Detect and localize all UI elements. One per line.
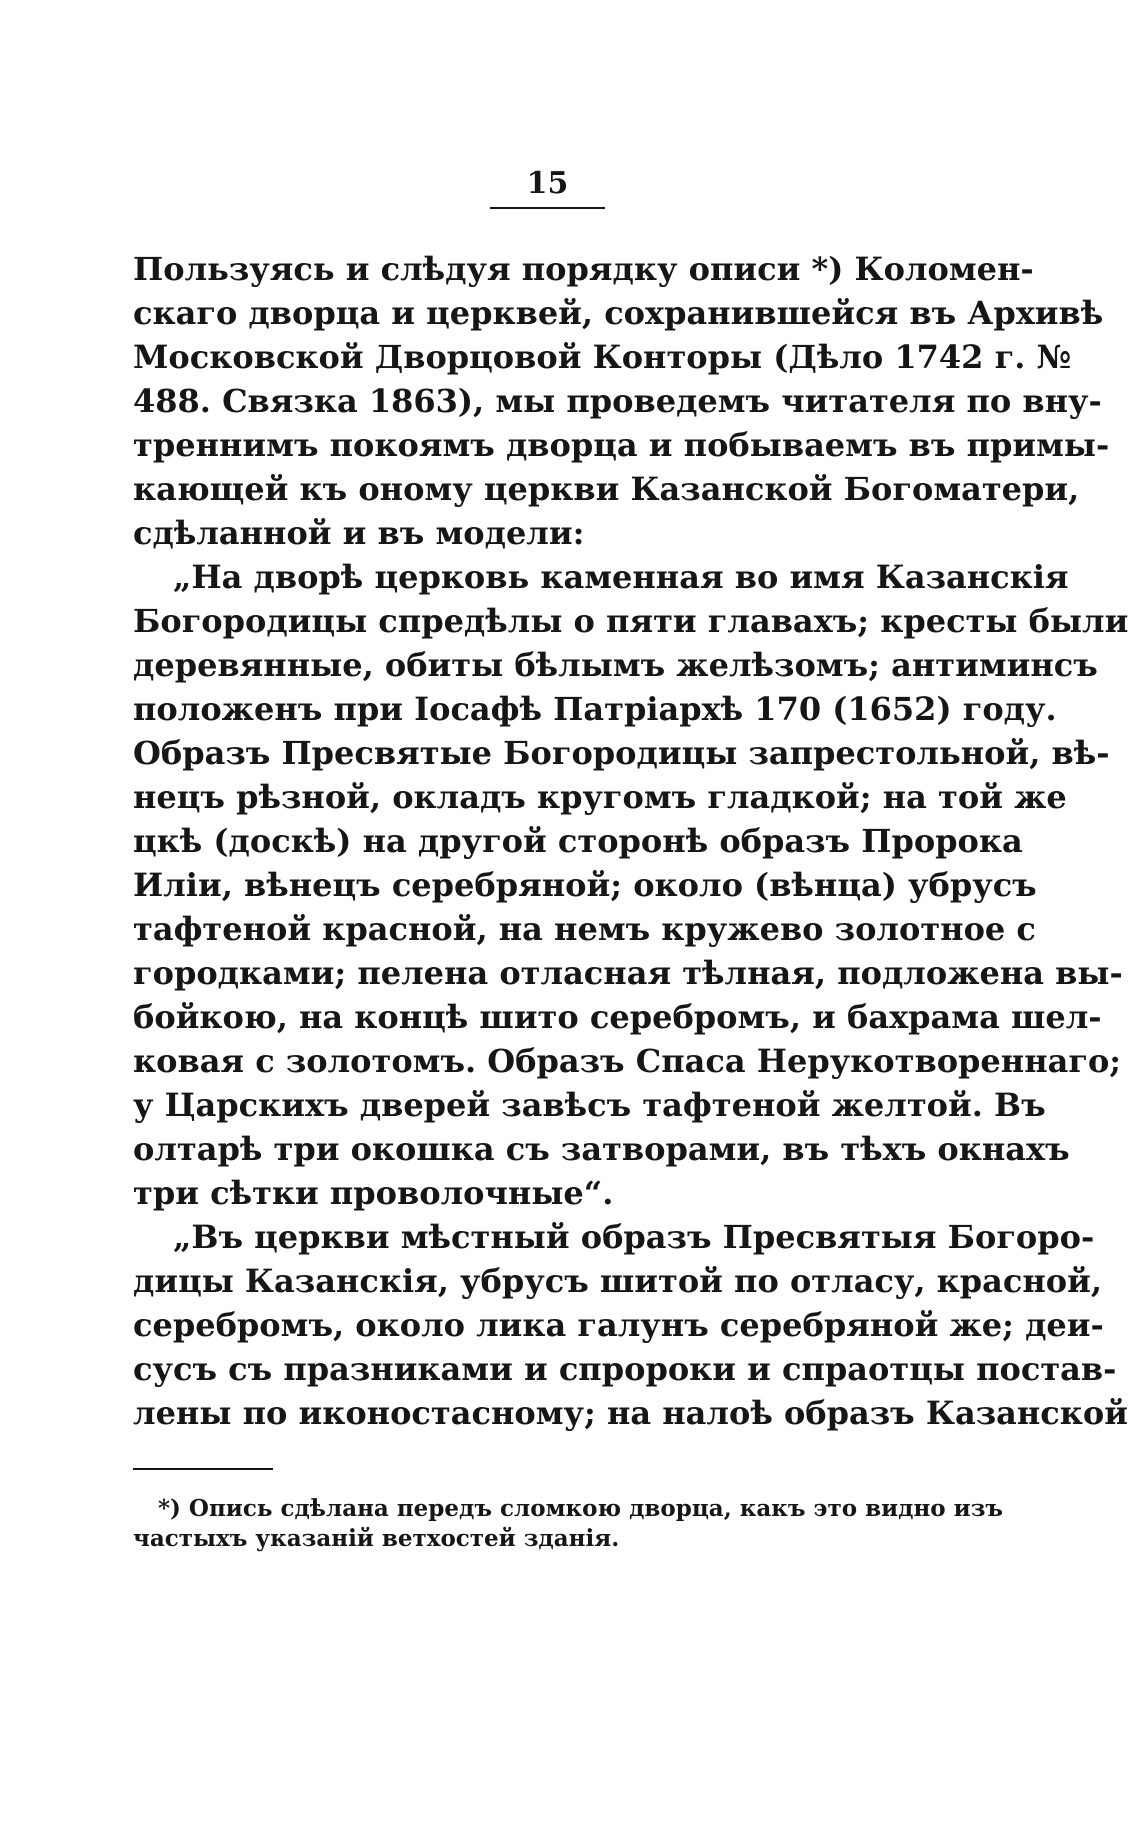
- text-line: цкѣ (доскѣ) на другой сторонѣ образъ Пророка: [133, 822, 1023, 860]
- text-line: скаго дворца и церквей, сохранившейся въ Архивѣ: [133, 294, 1104, 332]
- footnote: [133, 1494, 1004, 1554]
- page-number: 15: [526, 166, 569, 201]
- text-line: олтарѣ три окошка съ затворами, въ тѣхъ окнахъ: [133, 1130, 1070, 1168]
- text-line: дицы Казанскія, убрусъ шитой по отласу, красной,: [133, 1262, 1103, 1300]
- body-text: [133, 247, 1129, 1435]
- text-line: сдѣланной и въ модели:: [133, 514, 585, 552]
- text-line: кающей къ оному церкви Казанской Богоматери,: [133, 470, 1080, 508]
- text-line: бойкою, на концѣ шито серебромъ, и бахрама шел-: [133, 998, 1102, 1036]
- text-line: у Царскихъ дверей завѣсъ тафтеной желтой. Въ: [133, 1086, 1046, 1124]
- footnote-rule: [133, 1468, 273, 1470]
- text-line: лены по иконостасному; на налоѣ образъ Казанской: [133, 1394, 1128, 1432]
- text-line: тафтеной красной, на немъ кружево золотное с: [133, 910, 1036, 948]
- text-line: Иліи, вѣнецъ серебряной; около (вѣнца) убрусъ: [133, 866, 1037, 904]
- text-line: нецъ рѣзной, окладъ кругомъ гладкой; на той же: [133, 778, 1067, 816]
- text-line: три сѣтки проволочные“.: [133, 1174, 614, 1212]
- text-line: треннимъ покоямъ дворца и побываемъ въ примы-: [133, 426, 1110, 464]
- text-line: деревянные, обиты бѣлымъ желѣзомъ; антиминсъ: [133, 646, 1098, 684]
- text-line: „На дворѣ церковь каменная во имя Казанскія: [173, 558, 1069, 596]
- text-line: городками; пелена отласная тѣлная, подложена вы-: [133, 954, 1123, 992]
- text-line: „Въ церкви мѣстный образъ Пресвятыя Богоро-: [173, 1218, 1095, 1256]
- text-line: Пользуясь и слѣдуя порядку описи *) Коломен-: [133, 250, 1034, 288]
- text-line: положенъ при Іосафѣ Патріархѣ 170 (1652) году.: [133, 690, 1057, 728]
- text-line: Богородицы спредѣлы о пяти главахъ; кресты были: [133, 602, 1129, 640]
- text-line: 488. Связка 1863), мы проведемъ читателя по вну-: [133, 382, 1102, 420]
- footnote-line: частыхъ указаній ветхостей зданія.: [133, 1525, 620, 1552]
- text-line: сусъ съ празниками и спророки и спраотцы постав-: [133, 1350, 1117, 1388]
- footnote-line: *) Опись сдѣлана передъ сломкою дворца, какъ это видно изъ: [158, 1495, 1004, 1522]
- text-line: ковая с золотомъ. Образъ Спаса Нерукотвореннаго;: [133, 1042, 1122, 1080]
- text-line: Образъ Пресвятые Богородицы запрестольной, вѣ-: [133, 734, 1110, 772]
- text-line: серебромъ, около лика галунъ серебряной же; деи-: [133, 1306, 1104, 1344]
- page-number-rule: [490, 207, 605, 209]
- text-line: Московской Дворцовой Конторы (Дѣло 1742 г. №: [133, 338, 1072, 376]
